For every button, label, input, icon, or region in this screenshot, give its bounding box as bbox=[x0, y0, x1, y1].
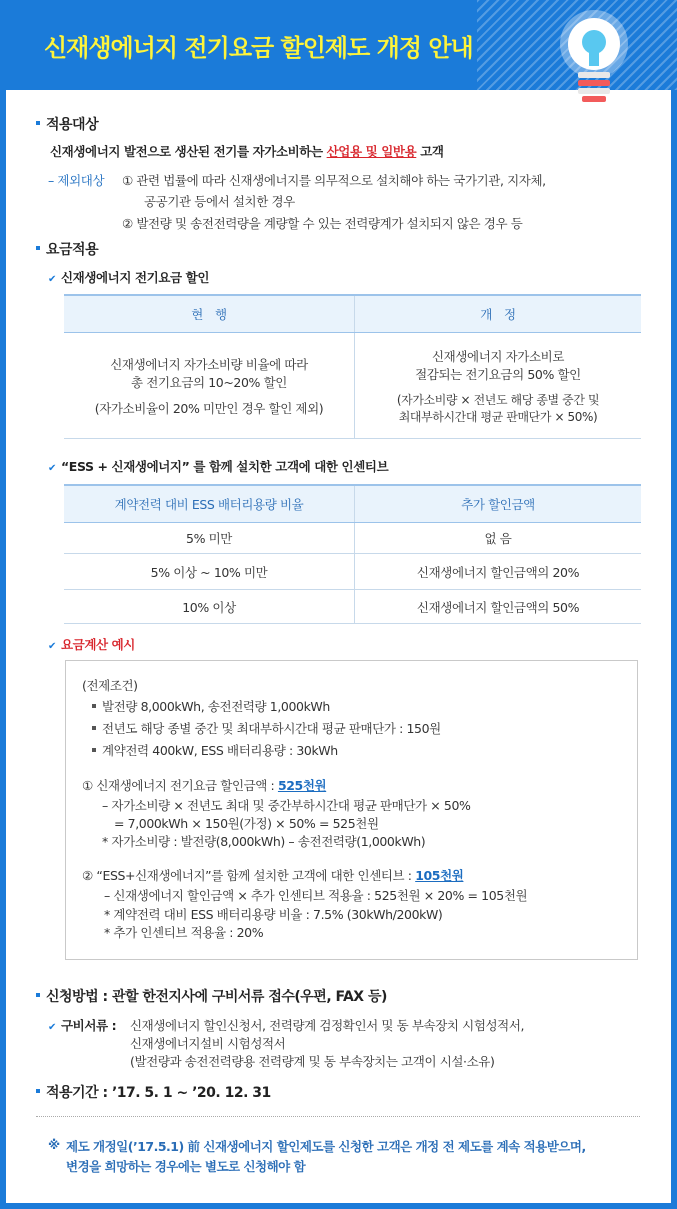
bullet-icon bbox=[36, 993, 40, 997]
exclude-item-2: ② 발전량 및 송전전력량을 계량할 수 있는 전력량계가 설치되지 않은 경우 등 bbox=[122, 216, 523, 231]
section-period-heading: 적용기간 : ’17. 5. 1 ~ ’20. 12. 31 bbox=[36, 1082, 271, 1102]
note-line: 제도 개정일(’17.5.1) 前 신재생에너지 할인제도를 신청한 고객은 개정 전 제도를 계속 적용받으며, bbox=[66, 1139, 586, 1154]
bullet-icon bbox=[36, 121, 40, 125]
table-row: 10% 이상 신재생에너지 할인금액의 50% bbox=[64, 590, 641, 624]
calc-1-line: – 자가소비량 × 전년도 최대 및 중간부하시간대 평균 판매단가 × 50% bbox=[102, 798, 471, 813]
calc-2-note: * 계약전력 대비 ESS 배터리용량 비율 : 7.5% (30kWh/200kW) bbox=[104, 907, 443, 922]
condition-item: 전년도 해당 종별 중간 및 최대부하시간대 평균 판매단가 : 150원 bbox=[92, 719, 441, 737]
docs-label: ✔ 구비서류 : bbox=[48, 1018, 117, 1033]
bullet-icon bbox=[36, 246, 40, 250]
check-icon: ✔ bbox=[48, 641, 56, 652]
docs-line: (발전량과 송전전력량용 전력량계 및 동 부속장치는 고객이 시설·소유) bbox=[130, 1054, 495, 1069]
subsection-ess: ✔ “ESS + 신재생에너지” 를 함께 설치한 고객에 대한 인센티브 bbox=[48, 459, 389, 474]
section-apply-heading: 신청방법 : 관할 한전지사에 구비서류 접수(우편, FAX 등) bbox=[36, 986, 387, 1006]
condition-item: 계약전력 400kW, ESS 배터리용량 : 30kWh bbox=[92, 741, 338, 759]
calc-2-title: ② “ESS+신재생에너지”를 함께 설치한 고객에 대한 인센티브 : 105천원 bbox=[82, 868, 464, 883]
docs-line: 신재생에너지설비 시험성적서 bbox=[130, 1036, 286, 1051]
revised-cell: 신재생에너지 자가소비로 절감되는 전기요금의 50% 할인 (자가소비량 × 전년도 해당 종별 중간 및 최대부하시간대 평균 판매단가 × 50%) bbox=[355, 333, 642, 439]
bullet-icon bbox=[36, 1089, 40, 1093]
check-icon: ✔ bbox=[48, 463, 56, 474]
calc-2-note: * 추가 인센티브 적용율 : 20% bbox=[104, 925, 264, 940]
discount-table bbox=[64, 294, 641, 439]
exclude-item-1-cont: 공공기관 등에서 설치한 경우 bbox=[144, 194, 295, 209]
exclude-label: – 제외대상 bbox=[48, 173, 105, 188]
bullet-icon bbox=[92, 748, 96, 752]
page-title: 신재생에너지 전기요금 할인제도 개정 안내 bbox=[44, 34, 473, 62]
target-description: 신재생에너지 발전으로 생산된 전기를 자가소비하는 산업용 및 일반용 고객 bbox=[50, 144, 444, 159]
ess-table bbox=[64, 484, 641, 624]
calc-1-title: ① 신재생에너지 전기요금 할인금액 : 525천원 bbox=[82, 778, 327, 793]
divider bbox=[36, 1116, 640, 1117]
docs-line: 신재생에너지 할인신청서, 전력량계 검정확인서 및 동 부속장치 시험성적서, bbox=[130, 1018, 525, 1033]
condition-item: 발전량 8,000kWh, 송전전력량 1,000kWh bbox=[92, 697, 330, 715]
col-current: 현 행 bbox=[64, 295, 355, 333]
section-rate-heading: 요금적용 bbox=[36, 239, 98, 259]
table-row: 5% 이상 ~ 10% 미만 신재생에너지 할인금액의 20% bbox=[64, 554, 641, 590]
col-revised: 개 정 bbox=[355, 295, 642, 333]
bullet-icon bbox=[92, 704, 96, 708]
col-ess-ratio: 계약전력 대비 ESS 배터리용량 비율 bbox=[64, 485, 355, 523]
calc-1-line: = 7,000kWh × 150원(가정) × 50% = 525천원 bbox=[114, 816, 379, 831]
subsection-discount: ✔ 신재생에너지 전기요금 할인 bbox=[48, 270, 209, 285]
calc-1-note: * 자가소비량 : 발전량(8,000kWh) – 송전전력량(1,000kWh) bbox=[102, 834, 426, 849]
calc-2-line: – 신재생에너지 할인금액 × 추가 인센티브 적용율 : 525천원 × 20% = 105천원 bbox=[104, 888, 528, 903]
table-row: 5% 미만 없 음 bbox=[64, 523, 641, 554]
current-cell: 신재생에너지 자가소비량 비율에 따라 총 전기요금의 10~20% 할인 (자가소비율이 20% 미만인 경우 할인 제외) bbox=[64, 333, 355, 439]
check-icon: ✔ bbox=[48, 274, 56, 285]
note-line: 변경을 희망하는 경우에는 별도로 신청해야 함 bbox=[66, 1159, 306, 1174]
subsection-example: ✔ 요금계산 예시 bbox=[48, 637, 135, 652]
exclude-item-1: ① 관련 법률에 따라 신재생에너지를 의무적으로 설치해야 하는 국가기관, 지자체, bbox=[122, 173, 546, 188]
bullet-icon bbox=[92, 726, 96, 730]
check-icon: ✔ bbox=[48, 1022, 56, 1033]
conditions-title: (전제조건) bbox=[82, 678, 138, 693]
section-target-heading: 적용대상 bbox=[36, 114, 98, 134]
note-mark: ※ bbox=[48, 1137, 60, 1152]
col-extra-discount: 추가 할인금액 bbox=[355, 485, 642, 523]
